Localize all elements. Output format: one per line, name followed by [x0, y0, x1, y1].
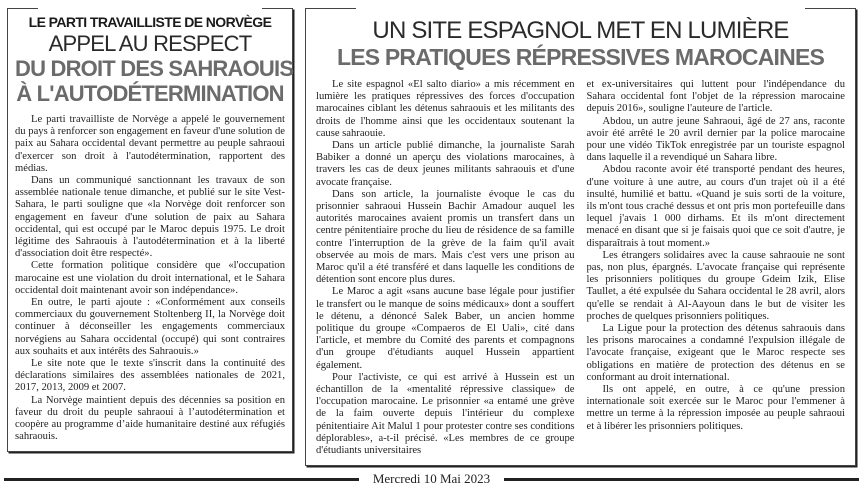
- paragraph: Abdou, un autre jeune Sahraoui, âgé de 27 ans, raconte avoir été arrêté le 20 avril dernier par la police marocaine pour une vidéo TikTok enregistrée par un touriste espagnol dans laquelle il a revendiqué un Sahara libre.: [586, 115, 845, 164]
- paragraph: La Norvège maintient depuis des décennies sa position en faveur du droit du peuple sahraoui à l’autodétermination et coopère au programme d’aide humanitaire destiné aux réfugiés sahraouis.: [15, 394, 285, 443]
- right-article-header: [316, 17, 845, 71]
- left-article-title-bold-line2: À L'AUTODÉTERMINATION: [16, 81, 284, 106]
- paragraph: La Ligue pour la protection des détenus sahraouis dans les prisons marocaines a condamné l'expulsion illégale de l'avocate française, exigeant que le Maroc respecte ses obligations en matière de protection des détenus en se conformant au droit international.: [586, 323, 845, 383]
- right-article-column-2: [587, 79, 846, 457]
- top-border-gap: [38, 7, 262, 11]
- left-article-title-light: APPEL AU RESPECT: [48, 31, 252, 56]
- right-article-body: [316, 79, 845, 457]
- left-article-box: [7, 8, 293, 452]
- paragraph: Dans un communiqué sanctionnant les travaux de son assemblée nationale tenue dimanche, et publié sur le site Vest-Sahara, le parti souligne que «la Norvège doit renforcer son engagement en faveur d'une solution de paix au Sahara occidental, qui est occupé par le Maroc depuis 1975. Le droit légitime des Sahraouis à l'autodétermination et à la liberté d'association doit être respecté».: [15, 175, 285, 260]
- paragraph: Le site espagnol «El salto diario» a mis récemment en lumière les pratiques répressives des forces d'occupation marocaines ciblant les détenus sahraouis et les militants des droits de l'homme ainsi que les occidentaux soutenant la cause sahraouie.: [316, 79, 575, 139]
- right-article-column-1: [316, 79, 575, 457]
- paragraph: Les étrangers solidaires avec la cause sahraouie ne sont pas, non plus, épargnés. L'avocate française qui représente les prisonniers politiques du groupe Gdeim Izik, Elise Taullet, a été expulsée du Sahara occidental le 28 avril, alors qu'elle se rendait à Al-Aayoun dans le but de visiter les proches de quelques prisonniers politiques.: [586, 249, 845, 322]
- paragraph: Dans un article publié dimanche, la journaliste Sarah Babiker a donné un aperçu des violations marocaines, à travers les cas de deux jeunes militants sahraouis et d'une avocate française.: [316, 140, 575, 188]
- paragraph: Le parti travailliste de Norvège a appelé le gouvernement du pays à renforcer son engagement en faveur d'une solution de paix au Sahara occidental devant permettre au peuple sahraoui d'exercer son droit à l'autodétermination, rapportent des médias.: [15, 114, 285, 174]
- paragraph: Le Maroc a agit «sans aucune base légale pour justifier le transfert ou le manque de soins médicaux» dont a souffert le détenu, a dénoncé Salek Baber, un ancien homme politique du groupe «Compaeros de El Uali», cité dans l'article, et membre du Comité des parents et compagnons d'un groupe d'étudiants auquel Hussein appartient également.: [316, 286, 575, 371]
- left-article-body: [15, 114, 285, 443]
- page-footer: [4, 472, 859, 486]
- paragraph-continued: et ex-universitaires qui luttent pour l'indépendance du Sahara occidental font l'objet de la répression marocaine depuis 2016», souligne l'auteure de l'article.: [586, 79, 845, 115]
- publication-date: Mercredi 10 Mai 2023: [372, 471, 491, 487]
- footer-rule-right: [504, 478, 859, 481]
- paragraph: Ils ont appelé, en outre, à ce qu'une pression internationale soit exercée sur le Maroc pour l'emmener à mettre un terme à la répression imposée au peuple sahraoui et à libérer les prisonniers politiques.: [586, 384, 845, 432]
- left-article-header: [15, 13, 294, 106]
- left-article-kicker: LE PARTI TRAVAILLISTE DE NORVÈGE: [28, 14, 272, 30]
- right-article-title-bold: LES PRATIQUES RÉPRESSIVES MAROCAINES: [336, 44, 825, 70]
- left-article-title-bold-line1: DU DROIT DES SAHRAOUIS: [15, 56, 294, 81]
- paragraph: Le site note que le texte s'inscrit dans la continuité des déclarations similaires des assemblées nationales de 2021, 2017, 2013, 2009 et 2007.: [15, 358, 285, 394]
- paragraph: Pour l'activiste, ce qui est arrivé à Hussein est un échantillon de la «mentalité répressive classique» de l'occupation marocaine. Le prisonnier «a entamé une grève de la faim ouverte depuis l'intérieur du complexe pénitentiaire Ait Malul 1 pour protester contre ses conditions déplorables», a-t-il précisé. «Les membres de ce groupe d'étudiants universitaires: [316, 371, 575, 457]
- top-border-gap: [356, 7, 805, 11]
- right-article-title-light: UN SITE ESPAGNOL MET EN LUMIÈRE: [372, 17, 789, 44]
- paragraph: Abdou raconte avoir été transporté pendant des heures, d'une voiture à une autre, au cours d'un trajet où il a été insulté, humilié et battu. «Quand je suis sorti de la voiture, ils m'ont tous craché dessus et ont pris mon portefeuille dans lequel j'avais 1 000 dirhams. Et ils m'ont directement menacé en disant que si je faisais quoi que ce soit d'autre, je disparaîtrais à tout moment.»: [586, 164, 845, 249]
- paragraph: Dans son article, la journaliste évoque le cas du prisonnier sahraoui Hussein Bachir Amadour auquel les autorités marocaines avaient promis un transfert dans un centre pénitentiaire proche du lieu de résidence de sa famille contre l'interruption de la grève de la faim qu'il avait observée au mois de mars. Mais c'est vers une prison au Maroc qu'il a été transféré et dans laquelle les conditions de détention sont encore plus dures.: [316, 188, 575, 286]
- right-article-box: [305, 8, 856, 466]
- paragraph: Cette formation politique considère que «l'occupation marocaine est une violation du droit international, et le Sahara occidental doit maintenant avoir son indépendance».: [15, 260, 285, 296]
- footer-rule-left: [4, 478, 359, 481]
- paragraph: En outre, le parti ajoute : «Conformément aux conseils commerciaux du gouvernement Stoltenberg II, la Norvège doit continuer à déconseiller les engagements commerciaux norvégiens au Sahara occidental (occupé) qui sont contraires aux souhaits et aux intérêts des Sahraouis.»: [15, 297, 285, 357]
